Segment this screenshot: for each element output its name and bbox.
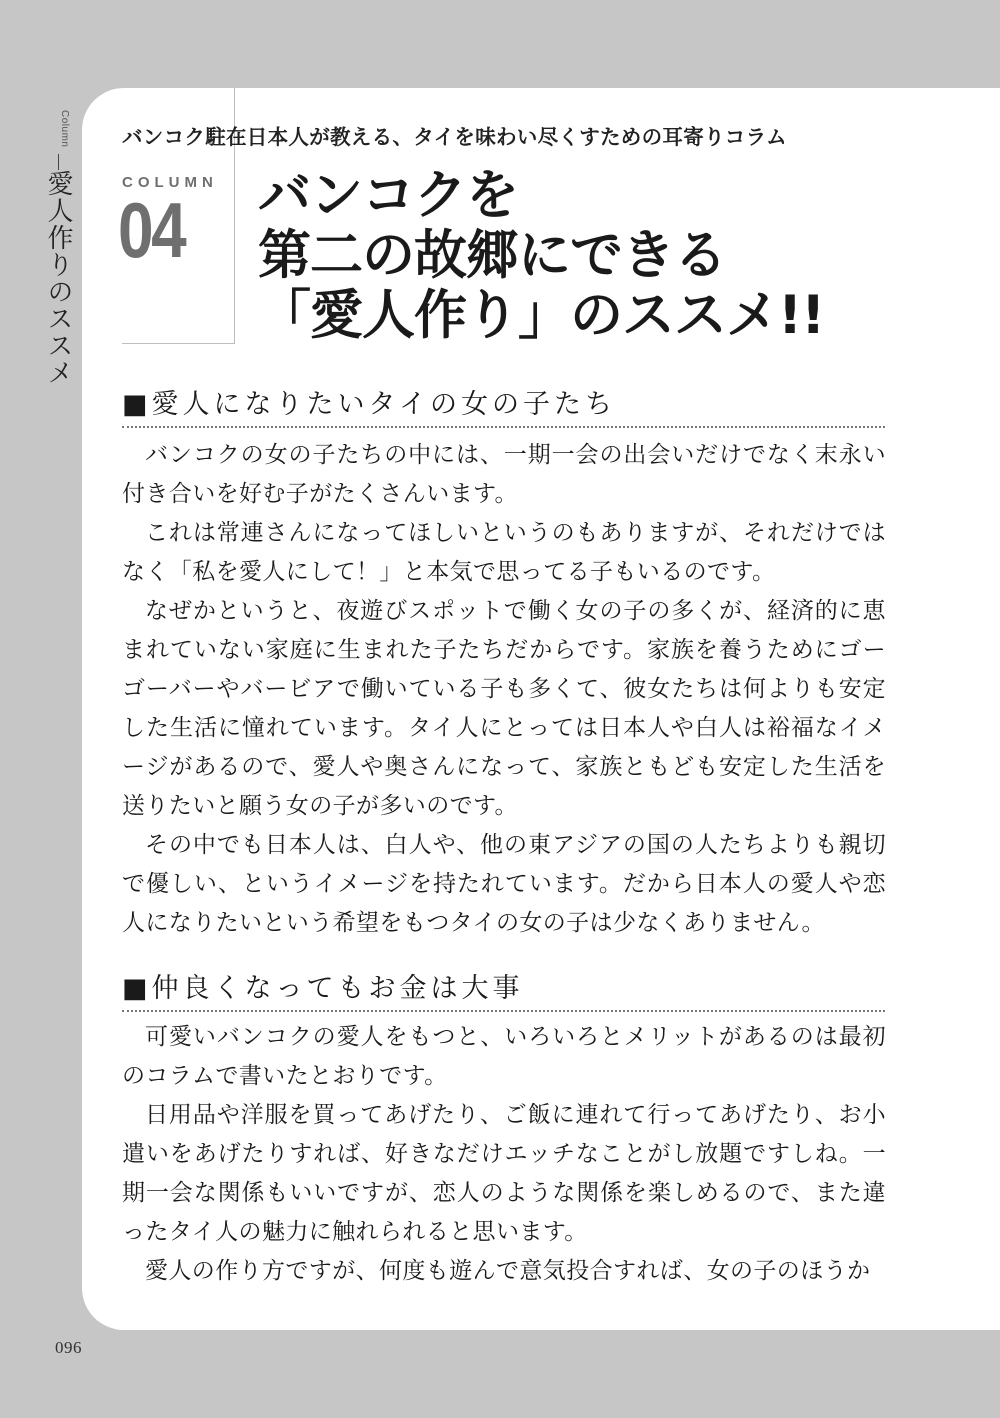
sidebar-column-label: Column [59, 110, 70, 148]
paragraph: 愛人の作り方ですが、何度も遊んで意気投合すれば、女の子のほうか [145, 1258, 871, 1284]
main-title-line: 「愛人作り」のススメ!! [258, 285, 825, 346]
main-title [258, 166, 858, 346]
column-number: 04 [118, 186, 185, 274]
main-title-line: 第二の故郷にできる [258, 225, 726, 286]
section-body [122, 436, 886, 943]
sidebar-divider [58, 154, 59, 170]
page-number: 096 [55, 1338, 82, 1357]
header-horizontal-rule [122, 343, 235, 344]
section-heading: ■愛人になりたいタイの女の子たち [122, 389, 616, 420]
paragraph: 可愛いバンコクの愛人をもつと、いろいろとメリットがあるのは最初のコラムで書いたとおりです。 [122, 1024, 886, 1089]
paragraph: 日用品や洋服を買ってあげたり、ご飯に連れて行ってあげたり、お小遣いをあげたりすれば、好きなだけエッチなことがし放題ですしね。一期一会な関係もいいですが、恋人のような関係を楽しめるので、また違ったタイ人の魅力に触れられると思います。 [122, 1102, 886, 1245]
paragraph: これは常連さんになってほしいというのもありますが、それだけではなく「私を愛人にして！」と本気で思ってる子もいるのです。 [122, 520, 886, 585]
section-body [122, 1018, 886, 1291]
paragraph: バンコクの女の子たちの中には、一期一会の出会いだけでなく末永い付き合いを好む子がたくさんいます。 [122, 442, 886, 507]
sidebar-title: 愛人作りのススメ [43, 170, 73, 386]
paragraph: その中でも日本人は、白人や、他の東アジアの国の人たちよりも親切で優しい、というイメージを持たれています。だから日本人の愛人や恋人になりたいという希望をもつタイの女の子は少なくありません。 [122, 832, 886, 936]
section-divider [122, 1010, 885, 1012]
section-heading: ■仲良くなってもお金は大事 [122, 973, 524, 1004]
section-divider [122, 426, 885, 428]
tagline: バンコク駐在日本人が教える、タイを味わい尽くすための耳寄りコラム [122, 125, 787, 149]
paragraph: なぜかというと、夜遊びスポットで働く女の子の多くが、経済的に恵まれていない家庭に生まれた子たちだからです。家族を養うためにゴーゴーバーやバービアで働いている子も多くて、彼女たちは何よりも安定した生活に憧れています。タイ人にとっては日本人や白人は裕福なイメージがあるので、愛人や奥さんになって、家族ともども安定した生活を送りたいと願う女の子が多いのです。 [122, 598, 886, 819]
column-label: COLUMN [122, 174, 218, 191]
main-title-line: バンコクを [258, 165, 518, 226]
